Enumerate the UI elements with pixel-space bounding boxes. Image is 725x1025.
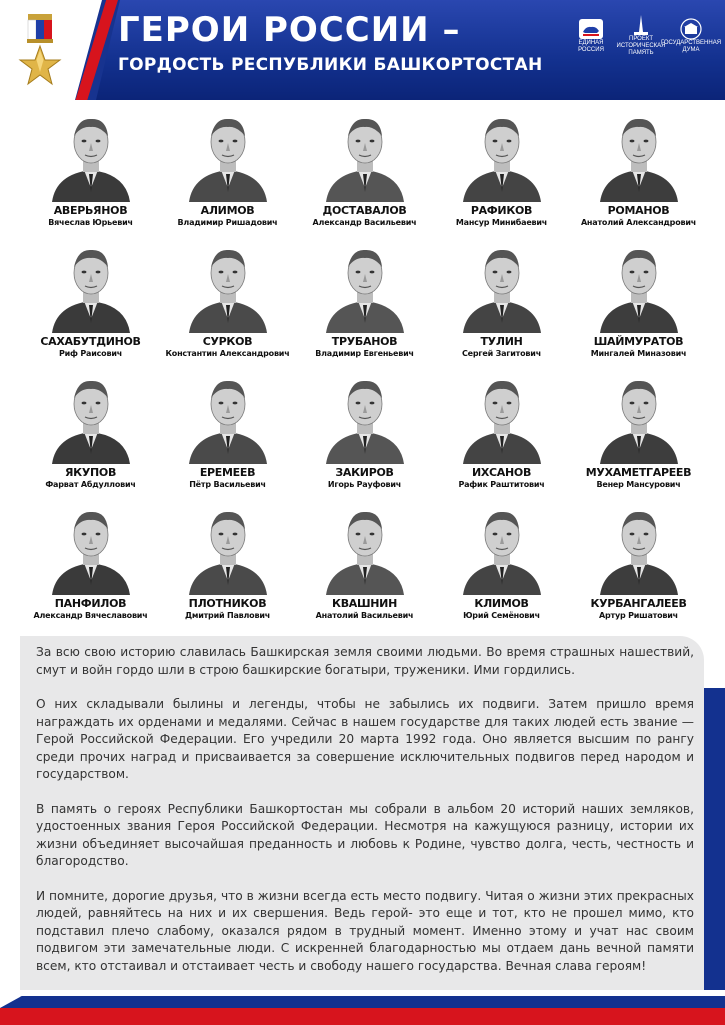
hero-surname: РОМАНОВ	[607, 204, 670, 217]
footer-stripe-blue	[0, 996, 725, 1008]
hero-portrait-icon	[459, 108, 545, 202]
hero-given-name: Александр Вячеславович	[33, 611, 148, 620]
hero-portrait-icon	[596, 501, 682, 595]
hero-surname: КВАШНИН	[332, 597, 397, 610]
logo-text: ЕДИНАЯ РОССИЯ	[578, 39, 604, 53]
hero-surname: ЕРЕМЕЕВ	[199, 466, 256, 479]
hero-portrait-icon	[185, 108, 271, 202]
hero-card	[296, 501, 433, 632]
hero-given-name: Владимир Ришадович	[177, 218, 278, 227]
hero-portrait-icon	[185, 239, 271, 333]
partner-logos	[571, 14, 722, 57]
hero-given-name: Игорь Рауфович	[327, 480, 402, 489]
hero-given-name: Фарват Абдуллович	[45, 480, 136, 489]
hero-card	[433, 370, 570, 501]
hero-star-medal-icon	[18, 14, 62, 88]
hero-card	[159, 501, 296, 632]
hero-portrait-icon	[185, 501, 271, 595]
hero-card	[22, 239, 159, 370]
paragraph-4: И помните, дорогие друзья, что в жизни всегда есть место подвигу. Читая о жизни этих прекрасных людей, равняйтесь на них и их свершения. Ведь герой- это еще и тот, кто не прошел мимо, кто подставил плечо слабому, оказался рядом в трудный момент. Именно этому и учат нас своим подвигом эти замечательные люди. С искренней благодарностью мы отдаем дань вечной памяти всем, кто отстаивал и отстаивает честь и свободу нашего государства. Вечная слава героям!	[36, 888, 694, 973]
hero-card	[296, 370, 433, 501]
duma-building-icon	[678, 18, 704, 40]
hero-portrait-icon	[48, 370, 134, 464]
hero-portrait-icon	[459, 239, 545, 333]
hero-card	[159, 370, 296, 501]
hero-surname: ШАЙМУРАТОВ	[593, 335, 684, 348]
hero-given-name: Владимир Евгеньевич	[315, 349, 414, 358]
hero-card	[22, 108, 159, 239]
footer-stripe-white	[0, 990, 725, 996]
page-subtitle: ГОРДОСТЬ РЕСПУБЛИКИ БАШКОРТОСТАН	[118, 55, 543, 75]
historical-memory-logo	[616, 14, 666, 57]
hero-given-name: Мансур Минибаевич	[455, 218, 548, 227]
hero-card	[296, 108, 433, 239]
hero-given-name: Дмитрий Павлович	[184, 611, 271, 620]
hero-surname: ТРУБАНОВ	[331, 335, 398, 348]
monument-icon	[628, 14, 654, 36]
hero-surname: СУРКОВ	[202, 335, 253, 348]
hero-card	[296, 239, 433, 370]
paragraph-1: За всю свою историю славилась Башкирская земля своими людьми. Во время страшных нашествий, смут и войн гордо шли в строю башкирские богатыри, труженики. Ими гордились.	[36, 645, 694, 677]
hero-given-name: Анатолий Васильевич	[315, 611, 414, 620]
hero-given-name: Сергей Загитович	[462, 349, 541, 358]
hero-given-name: Мингалей Миназович	[590, 349, 687, 358]
hero-card	[570, 239, 707, 370]
hero-given-name: Анатолий Александрович	[580, 218, 697, 227]
hero-surname: КУРБАНГАЛЕЕВ	[590, 597, 687, 610]
hero-surname: АВЕРЬЯНОВ	[53, 204, 128, 217]
hero-portrait-icon	[48, 501, 134, 595]
hero-surname: РАФИКОВ	[470, 204, 533, 217]
header-banner	[0, 0, 725, 100]
hero-surname: ЯКУПОВ	[64, 466, 117, 479]
logo-text: ПРОЕКТ ИСТОРИЧЕСКАЯ ПАМЯТЬ	[616, 36, 666, 56]
hero-given-name: Вячеслав Юрьевич	[48, 218, 133, 227]
hero-surname: ИХСАНОВ	[471, 466, 532, 479]
hero-given-name: Риф Раисович	[58, 349, 123, 358]
bear-icon	[578, 18, 604, 40]
paragraph-3: В память о героях Республики Башкортостан мы собрали в альбом 20 историй наших земляков, удостоенных звания Героя Российской Федерации. Несмотря на кажущуюся разницу, истории их жизни объединяет высочайшая преданность и любовь к Родине, чувство долга, честь, честность и благородство.	[36, 801, 694, 868]
hero-portrait-icon	[459, 370, 545, 464]
hero-card	[22, 501, 159, 632]
hero-card	[159, 108, 296, 239]
hero-card	[570, 501, 707, 632]
hero-portrait-icon	[322, 501, 408, 595]
hero-portrait-icon	[185, 370, 271, 464]
hero-surname: МУХАМЕТГАРЕЕВ	[585, 466, 692, 479]
hero-surname: ПАНФИЛОВ	[54, 597, 127, 610]
hero-surname: КЛИМОВ	[474, 597, 529, 610]
hero-surname: АЛИМОВ	[200, 204, 255, 217]
paragraph-2: О них складывали былины и легенды, чтобы не забылись их подвиги. Затем пришло время награждать их орденами и медалями. Сейчас в нашем государстве для таких людей есть звание — Герой Российской Федерации. Его учредили 20 марта 1992 года. Оно является высшим по рангу среди прочих наград и присваивается за совершение исключительных подвигов перед народом и государством.	[36, 697, 694, 781]
hero-given-name: Юрий Семёнович	[463, 611, 540, 620]
hero-card	[433, 239, 570, 370]
hero-card	[159, 239, 296, 370]
hero-portrait-icon	[322, 108, 408, 202]
intro-text-panel	[20, 636, 704, 1000]
hero-given-name: Рафик Раштитович	[458, 480, 545, 489]
hero-portrait-icon	[459, 501, 545, 595]
hero-surname: ТУЛИН	[480, 335, 523, 348]
hero-portrait-icon	[322, 239, 408, 333]
hero-card	[433, 108, 570, 239]
hero-given-name: Константин Александрович	[165, 349, 290, 358]
state-duma-logo	[660, 18, 722, 54]
bear-party-logo	[571, 18, 611, 54]
page-title: ГЕРОИ РОССИИ –	[118, 10, 461, 50]
hero-given-name: Венер Мансурович	[596, 480, 681, 489]
logo-text: ГОСУДАРСТВЕННАЯ ДУМА	[660, 39, 722, 53]
hero-portrait-icon	[596, 370, 682, 464]
hero-surname: ЗАКИРОВ	[335, 466, 394, 479]
hero-portrait-icon	[596, 239, 682, 333]
hero-given-name: Артур Ришатович	[599, 611, 678, 620]
hero-surname: ДОСТАВАЛОВ	[322, 204, 407, 217]
hero-portrait-icon	[48, 239, 134, 333]
hero-card	[570, 108, 707, 239]
hero-given-name: Александр Васильевич	[312, 218, 417, 227]
hero-portrait-icon	[48, 108, 134, 202]
hero-portrait-icon	[322, 370, 408, 464]
hero-surname: САХАБУТДИНОВ	[40, 335, 141, 348]
footer-stripe-red	[0, 1008, 725, 1025]
hero-given-name: Пётр Васильевич	[189, 480, 266, 489]
hero-card	[433, 501, 570, 632]
hero-card	[22, 370, 159, 501]
heroes-grid	[22, 108, 707, 632]
hero-portrait-icon	[596, 108, 682, 202]
hero-card	[570, 370, 707, 501]
hero-surname: ПЛОТНИКОВ	[188, 597, 267, 610]
